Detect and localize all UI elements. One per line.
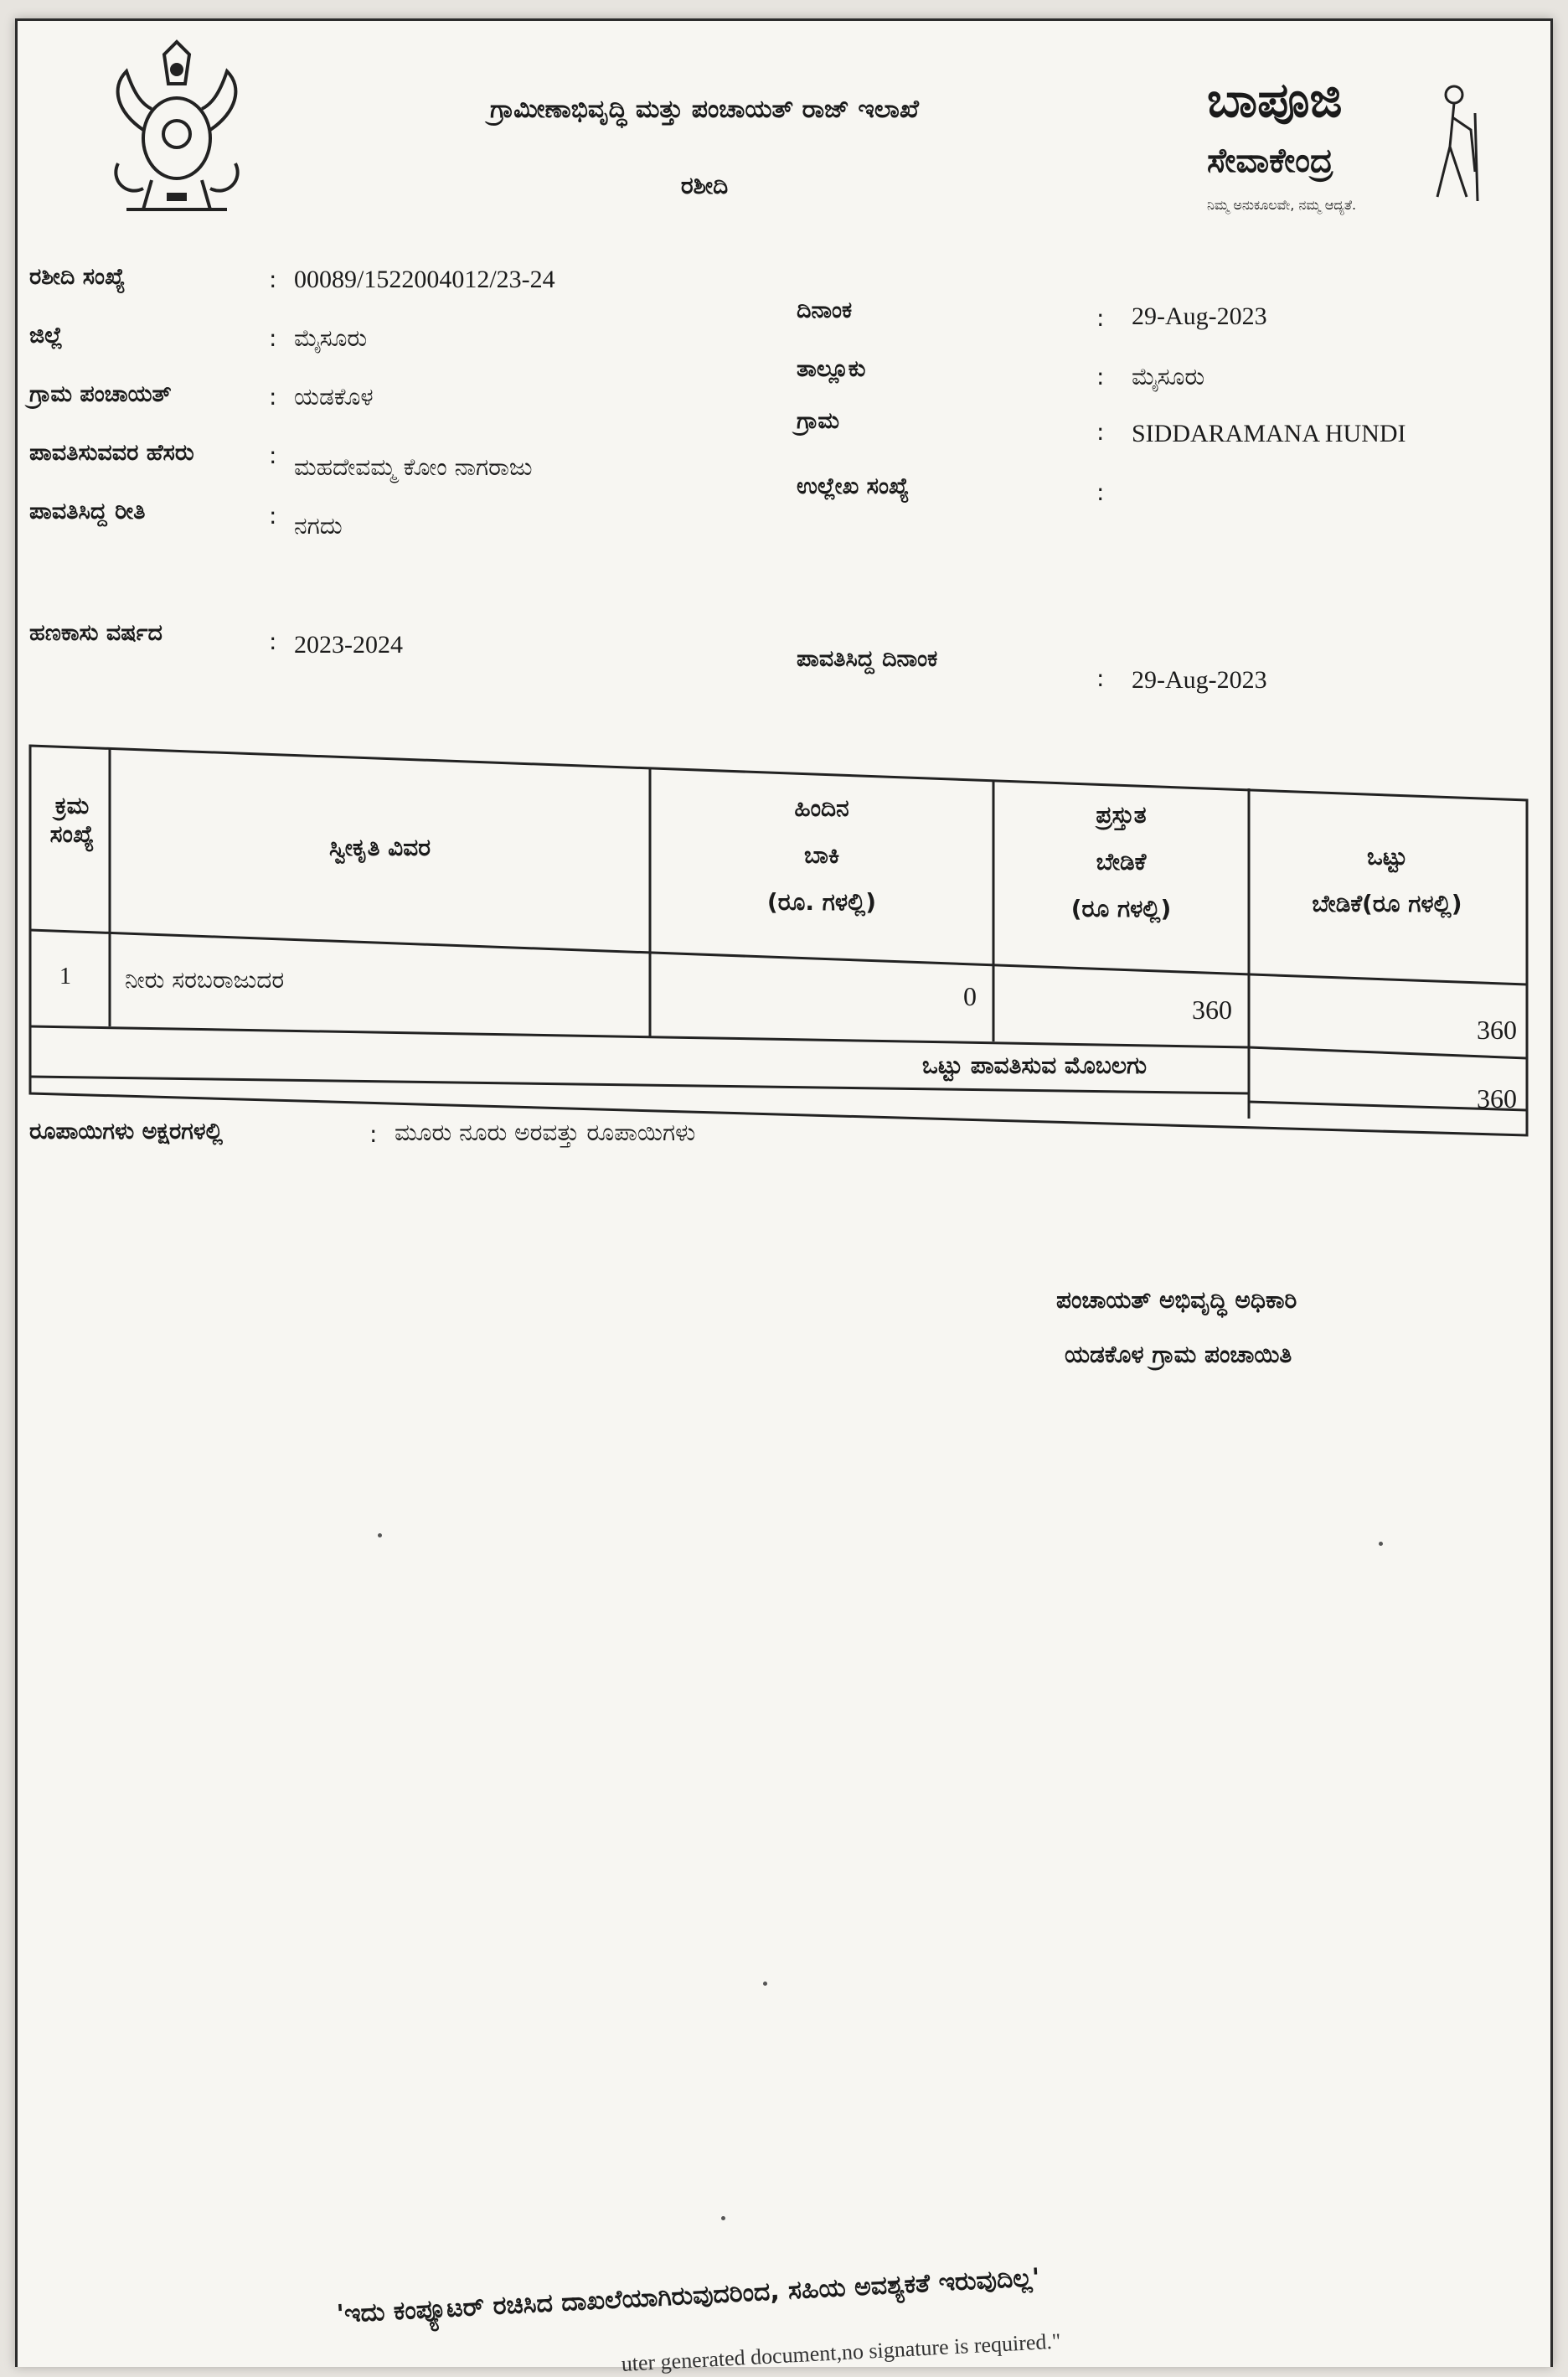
district-label: ಜಿಲ್ಲೆ xyxy=(29,323,63,349)
colon: : xyxy=(1096,478,1105,506)
colon: : xyxy=(269,266,277,293)
district-value: ಮೈಸೂರು xyxy=(294,324,368,352)
total-payable-value: 360 xyxy=(1477,1083,1517,1114)
gram-panchayat-value: ಯಡಕೊಳ xyxy=(294,383,374,411)
signatory-panchayat: ಯಡಕೊಳ ಗ್ರಾಮ ಪಂಚಾಯಿತಿ xyxy=(1065,1341,1292,1368)
paid-date-value: 29-Aug-2023 xyxy=(1132,666,1267,694)
logo-line1: ಬಾಪೂಜಿ xyxy=(1207,71,1343,128)
total-payable-label: ಒಟ್ಟು ಪಾವತಿಸುವ ಮೊಬಲಗು xyxy=(922,1052,1148,1079)
in-words-label: ರೂಪಾಯಿಗಳು ಅಕ್ಷರಗಳಲ್ಲಿ xyxy=(29,1119,223,1145)
speck xyxy=(378,1533,382,1537)
total-header-line: ಒಟ್ಟು xyxy=(1366,843,1408,871)
colon: : xyxy=(269,442,277,469)
paid-date-label: ಪಾವತಿಸಿದ್ದ ದಿನಾಂಕ xyxy=(797,646,938,672)
speck xyxy=(721,2216,725,2220)
receipt-title: ರಶೀದಿ xyxy=(680,172,729,199)
bapuji-seva-kendra-logo xyxy=(1207,71,1492,239)
row-desc: ನೀರು ಸರಬರಾಜುದರ xyxy=(125,966,285,994)
payer-name-value: ಮಹದೇವಮ್ಮ ಕೋಂ ನಾಗರಾಜು xyxy=(294,453,533,481)
taluk-value: ಮೈಸೂರು xyxy=(1132,363,1205,390)
receipt-table xyxy=(26,742,1534,1164)
gram-panchayat-label: ಗ್ರಾಮ ಪಂಚಾಯತ್ xyxy=(29,381,172,407)
colon: : xyxy=(1096,304,1105,332)
prev-header-line: ಹಿಂದಿನ xyxy=(794,794,849,822)
row-sl: 1 xyxy=(59,964,71,990)
logo-line2: ಸೇವಾಕೇಂದ್ರ xyxy=(1207,142,1333,180)
receipt-sheet xyxy=(15,18,1553,2376)
total-header xyxy=(1249,834,1525,928)
walking-figure-icon xyxy=(1421,80,1488,205)
footer-kannada-note: 'ಇದು ಕಂಪ್ಯೂಟರ್ ರಚಿಸಿದ ದಾಖಲೆಯಾಗಿರುವುದರಿಂದ, ಸಹಿಯ ಅವಶ್ಯಕತೆ ಇರುವುದಿಲ್ಲ' xyxy=(336,2263,1041,2329)
colon: : xyxy=(269,324,277,352)
curr-header-line: (ರೂ ಗಳಲ್ಲಿ) xyxy=(1070,895,1172,922)
curr-header-line: ಬೇಡಿಕೆ xyxy=(1096,848,1147,876)
date-label: ದಿನಾಂಕ xyxy=(797,297,853,323)
sl-header-line: ಕ್ರಮ xyxy=(54,792,90,819)
colon: : xyxy=(1096,664,1105,692)
in-words-value: ಮೂರು ನೂರು ಅರವತ್ತು ರೂಪಾಯಿಗಳು xyxy=(395,1119,696,1146)
footer-english-note: uter generated document,no signature is required." xyxy=(621,2328,1062,2376)
row-prev: 0 xyxy=(963,981,977,1011)
payment-mode-value: ನಗದು xyxy=(294,512,343,540)
colon: : xyxy=(269,383,277,411)
receipt-no-label: ರಶೀದಿ ಸಂಖ್ಯೆ xyxy=(29,264,126,290)
prev-header xyxy=(650,785,993,926)
signatory-designation: ಪಂಚಾಯತ್ ಅಭಿವೃದ್ಧಿ ಅಧಿಕಾರಿ xyxy=(1056,1286,1297,1314)
payment-mode-label: ಪಾವತಿಸಿದ್ದ ರೀತಿ xyxy=(29,499,146,524)
payer-name-label: ಪಾವತಿಸುವವರ ಹೆಸರು xyxy=(29,440,194,466)
logo-tagline: ನಿಮ್ಮ ಅನುಕೂಲವೇ, ನಮ್ಮ ಆದ್ಯತೆ. xyxy=(1207,197,1357,213)
sl-header xyxy=(34,792,110,849)
colon: : xyxy=(1096,363,1105,390)
reference-no-label: ಉಲ್ಲೇಖ ಸಂಖ್ಯೆ xyxy=(797,473,910,499)
taluk-label: ತಾಲ್ಲೂಕು xyxy=(797,356,866,382)
desc-header: ಸ್ವೀಕೃತಿ ವಿವರ xyxy=(328,834,431,861)
colon: : xyxy=(1096,418,1105,446)
village-value: SIDDARAMANA HUNDI xyxy=(1132,420,1406,447)
speck xyxy=(763,1982,767,1986)
curr-header xyxy=(993,792,1249,933)
financial-year-value: 2023-2024 xyxy=(294,631,403,659)
speck xyxy=(1379,1542,1383,1546)
department-title: ಗ್ರಾಮೀಣಾಭಿವೃದ್ಧಿ ಮತ್ತು ಪಂಚಾಯತ್ ರಾಜ್ ಇಲಾಖೆ xyxy=(490,95,919,124)
colon: : xyxy=(269,502,277,530)
curr-header-line: ಪ್ರಸ್ತುತ xyxy=(1096,801,1147,829)
receipt-no-value: 00089/1522004012/23-24 xyxy=(294,266,555,293)
prev-header-line: (ರೂ. ಗಳಲ್ಲಿ) xyxy=(766,888,877,916)
total-header-line: ಬೇಡಿಕೆ(ರೂ ಗಳಲ್ಲಿ) xyxy=(1312,890,1462,917)
date-value: 29-Aug-2023 xyxy=(1132,302,1267,330)
state-emblem-icon xyxy=(93,38,260,222)
sl-header-line: ಸಂಖ್ಯೆ xyxy=(49,820,95,848)
colon: : xyxy=(269,628,277,655)
village-label: ಗ್ರಾಮ xyxy=(797,408,840,434)
row-total: 360 xyxy=(1477,1015,1517,1045)
prev-header-line: ಬಾಕಿ xyxy=(803,841,840,869)
row-curr: 360 xyxy=(1192,995,1232,1025)
colon: : xyxy=(369,1120,378,1148)
financial-year-label: ಹಣಕಾಸು ವರ್ಷದ xyxy=(29,620,162,646)
